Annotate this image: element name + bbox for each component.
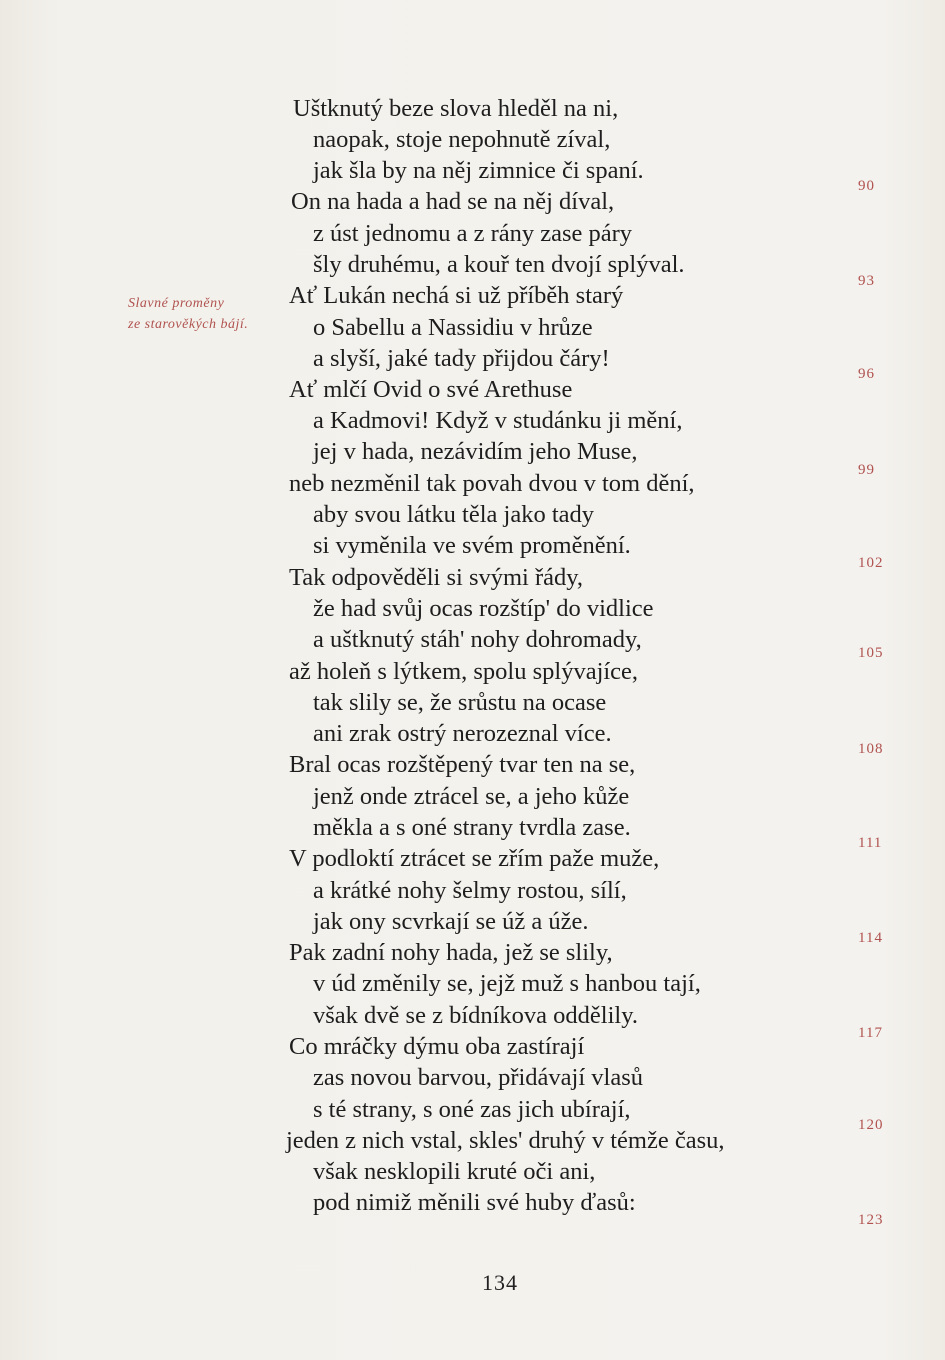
verse-line: až holeň s lýtkem, spolu splývajíce, [289,658,639,685]
verse-line: Pak zadní nohy hada, jež se slily, [289,939,613,966]
line-number: 90 [858,178,875,194]
verse-line: si vyměnila ve svém proměnění. [313,532,631,559]
page-number: 134 [482,1270,518,1295]
verse-line: že had svůj ocas rozštíp' do vidlice [313,595,654,622]
verse-line: jak ony scvrkají se úž a úže. [313,908,589,935]
verse-line: On na hada a had se na něj díval, [291,188,615,215]
line-number: 117 [858,1025,883,1041]
verse-line: Co mráčky dýmu oba zastírají [289,1033,585,1060]
verse-line: neb nezměnil tak povah dvou v tom dění, [289,470,695,497]
verse-line: pod nimiž měnili své huby ďasů: [313,1189,636,1216]
verse-line: Bral ocas rozštěpený tvar ten na se, [289,751,636,778]
verse-line: Uštknutý beze slova hleděl na ni, [293,95,619,122]
line-number: 111 [858,835,883,851]
verse-line: Tak odpověděli si svými řády, [289,564,584,591]
line-number: 120 [858,1117,884,1133]
verse-line: naopak, stoje nepohnutě zíval, [313,126,611,153]
line-number: 123 [858,1212,884,1228]
line-number: 108 [858,741,884,757]
verse-line: z úst jednomu a z rány zase páry [313,220,633,247]
verse-line: Ať Lukán nechá si už příběh starý [289,282,624,309]
verse-line: jej v hada, nezávidím jeho Muse, [313,438,638,465]
verse-line: aby svou látku těla jako tady [313,501,594,528]
verse-line: a uštknutý stáh' nohy dohromady, [313,626,642,653]
verse-line: V podloktí ztrácet se zřím paže muže, [289,845,660,872]
verse-line: zas novou barvou, přidávají vlasů [313,1064,643,1091]
line-number: 114 [858,930,883,946]
verse-line: jak šla by na něj zimnice či spaní. [313,157,644,184]
marginal-note [128,293,288,335]
verse-line: a Kadmovi! Když v studánku ji mění, [313,407,683,434]
verse-line: ani zrak ostrý nerozeznal více. [313,720,612,747]
verse-line: jeden z nich vstal, skles' druhý v témže času, [286,1127,725,1154]
verse-line: šly druhému, a kouř ten dvojí splýval. [313,251,685,278]
line-number: 96 [858,366,875,382]
line-number: 105 [858,645,884,661]
marginal-note-line: ze starověkých bájí. [128,317,249,332]
verse-line: a slyší, jaké tady přijdou čáry! [313,345,610,372]
verse-line: tak slily se, že srůstu na ocase [313,689,607,716]
verse-line: v úd změnily se, jejž muž s hanbou tají, [313,970,701,997]
verse-line: měkla a s oné strany tvrdla zase. [313,814,631,841]
verse-line: o Sabellu a Nassidiu v hrůze [313,314,593,341]
verse-line: však dvě se z bídníkova oddělily. [313,1002,639,1029]
line-number: 93 [858,273,875,289]
verse-line: a krátké nohy šelmy rostou, sílí, [313,877,627,904]
verse-line: však nesklopili kruté oči ani, [313,1158,596,1185]
line-number: 102 [858,555,884,571]
marginal-note-line: Slavné proměny [128,296,225,311]
verse-line: s té strany, s oné zas jich ubírají, [313,1096,631,1123]
verse-line: Ať mlčí Ovid o své Arethuse [289,376,573,403]
verse-line: jenž onde ztrácel se, a jeho kůže [313,783,630,810]
line-number: 99 [858,462,875,478]
